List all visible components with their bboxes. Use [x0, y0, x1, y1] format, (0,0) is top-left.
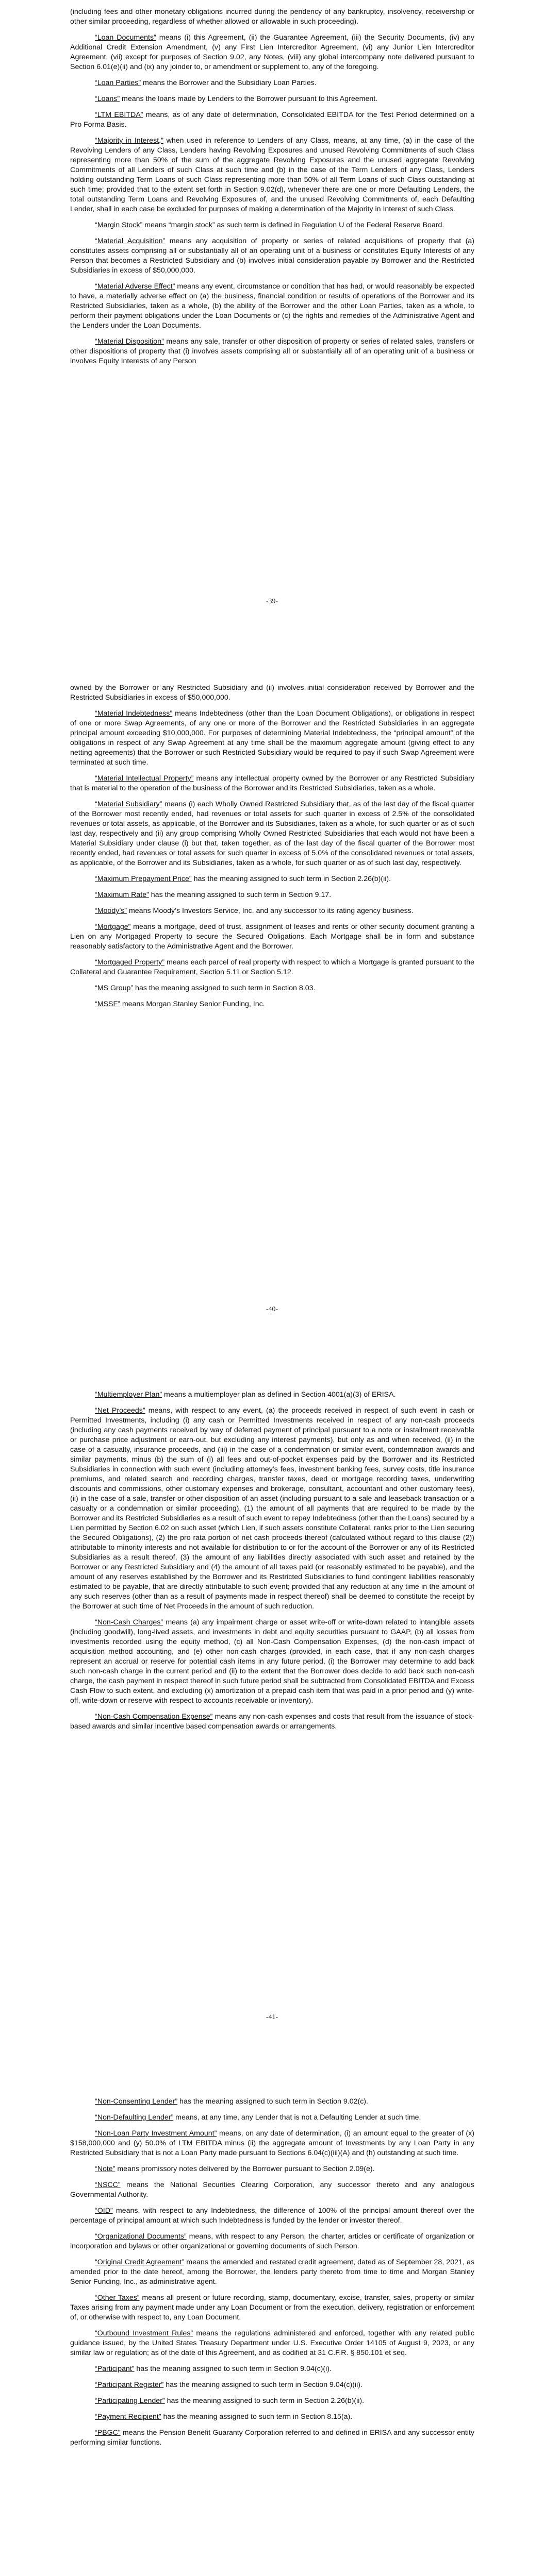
- definition-text: means Morgan Stanley Senior Funding, Inc.: [120, 1000, 265, 1008]
- definition-text: means, as of any date of determination, Consolidated EBITDA for the Test Period determined on a Pro Forma Basis.: [70, 111, 474, 129]
- page-42: [0, 2097, 544, 2454]
- definition-text: means any event, circumstance or condition that has had, or would reasonably be expected to have, a materially adverse effect on (a) the business, financial condition or results of operations of the Borrower and its Restricted Subsidiaries, taken as a whole, (b) the ability of the Borrower and the other Loan Parties, taken as a whole, to perform their payment obligations under the Loan Documents or (c) the rights and remedies of the Administrative Agent and the Lenders under the Loan Documents.: [70, 282, 474, 330]
- definition-non-loan-party-investment-amount: [70, 2129, 474, 2158]
- defined-term: “Material Disposition”: [95, 337, 164, 346]
- definition-moodys: [70, 906, 474, 916]
- definition-text: has the meaning assigned to such term in Section 9.17.: [149, 891, 332, 899]
- definition-material-acquisition: [70, 236, 474, 276]
- definition-loan-parties: [70, 78, 474, 88]
- definition-loans: [70, 94, 474, 104]
- definition-text: means (i) this Agreement, (ii) the Guarantee Agreement, (iii) the Security Documents, (iv) any Additional Credit Extension Amendment, (v) any First Lien Intercreditor Agreement, (vi) any Junior Lien Intercreditor Agreement, (vii) except for purposes of Section 9.02, any Notes, (viii) any global intercompany note delivered pursuant to Section 6.01(e)(ii) and (ix) any joinder to, or amendment or supplement to, any of the foregoing.: [70, 33, 474, 71]
- defined-term: “LTM EBITDA”: [95, 111, 143, 119]
- definition-text: has the meaning assigned to such term in Section 2.26(b)(ii).: [191, 875, 391, 883]
- definition-participant: [70, 2364, 474, 2374]
- defined-term: “Multiemployer Plan”: [95, 1391, 162, 1399]
- definition-text: means, with respect to any event, (a) the proceeds received in respect of such event in cash or Permitted Investments, including (i) any cash or Permitted Investments received in respect of any non-cash proceeds (including any cash payments received by way of deferred payment of principal pursuant to a note or installment receivable or purchase price adjustment or earn-out, but excluding any interest payments), but only as and when received, (ii) in the case of a casualty, insurance proceeds, and (iii) in the case of a condemnation or similar event, condemnation awards and similar payments, minus (b) the sum of (i) all fees and out-of-pocket expenses paid by the Borrower and its Restricted Subsidiaries in connection with such event (including attorney’s fees, investment banking fees, survey costs, title insurance premiums, and related search and recording charges, transfer taxes, deed or mortgage recording taxes, underwriting discounts and commissions, other customary expenses and brokerage, consultant, accountant and other customary fees), (ii) in the case of a sale, transfer or other disposition of an asset (including pursuant to a sale and leaseback transaction or a casualty or a condemnation or similar proceeding), (1) the amount of all payments that are required to be made by the Borrower and its Restricted Subsidiaries as a result of such event to repay Indebtedness (other than the Loans) secured by a Lien permitted by Section 6.02 on such asset (which Lien, if such assets constitute Collateral, ranks prior to the Lien securing the Secured Obligations), (2) the pro rata portion of net cash proceeds thereof (calculated without regard to this clause (2)) attributable to minority interests and not available for distribution to or for the account of the Borrower or any of its Restricted Subsidiaries as a result thereof, (3) the amount of any liabilities directly associated with such asset and retained by the Borrower or any Restricted Subsidiary and (4) the amount of all taxes paid (or reasonably estimated to be payable), and the amount of any reserves established by the Borrower and its Restricted Subsidiaries to fund contingent liabilities reasonably estimated to be payable, that are directly attributable to such event; provided that any reduction at any time in the amount of any such reserves (other than as a result of payments made in respect thereof) shall be deemed to constitute the receipt by the Borrower at such time of Net Proceeds in the amount of such reduction.: [70, 1406, 474, 1611]
- definition-loan-documents: [70, 33, 474, 72]
- definition-text: means any acquisition of property or series of related acquisitions of property that (a) constitutes assets comprising all or substantially all of an operating unit of a business or constitutes Equity Interests of any Person that becomes a Restricted Subsidiary and (b) involves initial consideration payable by Borrower and the Restricted Subsidiaries in excess of $50,000,000.: [70, 237, 474, 275]
- defined-term: “Margin Stock”: [95, 221, 143, 229]
- definition-maximum-prepayment-price: [70, 874, 474, 884]
- definition-text: means the National Securities Clearing Corporation, any successor thereto and any analogous Governmental Authority.: [70, 2181, 474, 2199]
- definition-text: owned by the Borrower or any Restricted Subsidiary and (ii) involves initial consideration received by Borrower and the Restricted Subsidiaries in excess of $50,000,000.: [70, 684, 474, 702]
- definition-text: has the meaning assigned to such term in Section 2.26(b)(ii).: [164, 2397, 365, 2405]
- definition-non-defaulting-lender: [70, 2113, 474, 2123]
- defined-term: “Non-Cash Charges”: [95, 1618, 163, 1626]
- defined-term: “Loan Parties”: [95, 79, 141, 87]
- definition-original-credit-agreement: [70, 2258, 474, 2287]
- defined-term: “Participant”: [95, 2365, 135, 2373]
- defined-term: “Majority in Interest,”: [95, 137, 163, 145]
- defined-term: “Mortgage”: [95, 923, 131, 931]
- definition-text: means each parcel of real property with respect to which a Mortgage is granted pursuant to the Collateral and Guarantee Requirement, Section 5.11 or Section 5.12.: [70, 958, 474, 976]
- defined-term: “Material Intellectual Property”: [95, 774, 194, 783]
- defined-term: “OID”: [95, 2207, 113, 2215]
- definition-text: (including fees and other monetary obligations incurred during the pendency of any bankruptcy, insolvency, receivership or other similar proceeding, regardless of whether allowed or allowable in such proceeding).: [70, 8, 474, 26]
- definition-maximum-rate: [70, 890, 474, 900]
- defined-term: “NSCC”: [95, 2181, 121, 2189]
- defined-term: “Other Taxes”: [95, 2294, 140, 2302]
- definition-text: when used in reference to Lenders of any Class, means, at any time, (a) in the case of the Revolving Lenders of any Class, Lenders having Revolving Exposures and unused Revolving Commitments of such Class representing more than 50% of the sum of the aggregate Revolving Exposures and the unused aggregate Revolving Commitments of all Lenders of such Class at such time and (b) in the case of the Term Lenders of any Class, Lenders holding outstanding Term Loans of such Class representing more than 50% of all Term Loans of such Class outstanding at such time; provided that to the extent set forth in Section 9.02(d), whenever there are one or more Defaulting Lenders, the total outstanding Term Loans and Revolving Exposures of, and the unused Revolving Commitments of, each Defaulting Lender, shall in each case be excluded for purposes of making a determination of the Majority in Interest of such Class.: [70, 137, 475, 213]
- definition-text: means (i) each Wholly Owned Restricted Subsidiary that, as of the last day of the fiscal quarter of the Borrower most recently ended, had revenues or total assets for such quarter in excess of 2.5% of the consolidated revenues or total assets, as applicable, of the Borrower and its Subsidiaries, taken as a whole, for such quarter or as of such last day, respectively and (ii) any group comprising Wholly Owned Restricted Subsidiaries that each would not have been a Material Subsidiary under clause (i) but that, taken together, as of the last day of the fiscal quarter of the Borrower most recently ended, had revenues or total assets for such quarter in excess of 5.0% of the consolidated revenues or total assets, as applicable, of the Borrower and its Subsidiaries, taken as a whole, for such quarter or as of such last day, respectively.: [70, 800, 475, 867]
- definition-text: means promissory notes delivered by the Borrower pursuant to Section 2.09(e).: [115, 2165, 375, 2173]
- definition-pbgc: [70, 2428, 474, 2448]
- paragraph: [70, 683, 474, 703]
- definition-text: means the Pension Benefit Guaranty Corporation referred to and defined in ERISA and any successor entity performing similar functions.: [70, 2429, 474, 2447]
- defined-term: “Material Subsidiary”: [95, 800, 162, 808]
- definition-text: has the meaning assigned to such term in Section 8.15(a).: [161, 2413, 353, 2421]
- definition-text: means the regulations administered and enforced, together with any related public guidance issued, by the United States Treasury Department under U.S. Executive Order 14105 of August 9, 2023, or any similar law or regulation; as of the date of this Agreement, and as codified at 31 C.F.R. § 850.101 et seq.: [70, 2329, 474, 2357]
- page-number: -40-: [266, 1306, 278, 1313]
- definition-text: means all present or future recording, stamp, documentary, excise, transfer, sales, property or similar Taxes arising from any payment made under any Loan Document or from the execution, delivery, registration or enforcement of, or otherwise with respect to, any Loan Document.: [70, 2294, 474, 2321]
- defined-term: “Note”: [95, 2165, 116, 2173]
- definition-text: means the amended and restated credit agreement, dated as of September 28, 2021, as amended prior to the date hereof, among the Borrower, the lenders party thereto from time to time and Morgan Stanley Senior Funding, Inc., as administrative agent.: [70, 2258, 474, 2286]
- definition-text: means the loans made by Lenders to the Borrower pursuant to this Agreement.: [120, 95, 378, 103]
- definition-mortgaged-property: [70, 958, 474, 977]
- definition-margin-stock: [70, 221, 474, 230]
- paragraph: [70, 7, 474, 27]
- definition-mssf: [70, 999, 474, 1009]
- definition-participating-lender: [70, 2396, 474, 2406]
- definition-text: has the meaning assigned to such term in Section 9.02(c).: [177, 2097, 368, 2106]
- defined-term: “Original Credit Agreement”: [95, 2258, 185, 2266]
- definition-material-intellectual-property: [70, 774, 474, 793]
- defined-term: “Participating Lender”: [95, 2397, 165, 2405]
- definition-text: means Moody’s Investors Service, Inc. and any successor to its rating agency business.: [127, 907, 414, 915]
- definition-oid: [70, 2206, 474, 2226]
- page-number: -39-: [266, 598, 278, 605]
- defined-term: “Organizational Documents”: [95, 2232, 187, 2241]
- defined-term: “Moody’s”: [95, 907, 127, 915]
- defined-term: “Loans”: [95, 95, 120, 103]
- definition-text: means, at any time, any Lender that is not a Defaulting Lender at such time.: [173, 2113, 421, 2122]
- defined-term: “Maximum Prepayment Price”: [95, 875, 192, 883]
- definition-note: [70, 2164, 474, 2174]
- definition-material-subsidiary: [70, 800, 474, 868]
- definition-text: means, with respect to any Indebtedness, the difference of 100% of the principal amount thereof over the percentage of principal amount at which such Indebtedness is funded by the lender or investor thereof.: [70, 2207, 474, 2225]
- definition-text: means any non-cash expenses and costs that result from the issuance of stock-based awards and similar incentive based compensation awards or arrangements.: [70, 1713, 475, 1731]
- definition-text: has the meaning assigned to such term in Section 8.03.: [133, 984, 316, 992]
- definition-text: means any intellectual property owned by the Borrower or any Restricted Subsidiary that is material to the operation of the business of the Borrower and its Restricted Subsidiaries, taken as a whole.: [70, 774, 474, 792]
- defined-term: “Mortgaged Property”: [95, 958, 164, 967]
- defined-term: “Outbound Investment Rules”: [95, 2329, 193, 2337]
- definition-text: means, with respect to any Person, the charter, articles or certificate of organization or incorporation and bylaws or other organizational or governing documents of such Person.: [70, 2232, 474, 2250]
- definition-majority-in-interest: [70, 136, 474, 214]
- defined-term: “Material Indebtedness”: [95, 709, 173, 718]
- definition-material-disposition: [70, 337, 474, 366]
- definition-non-cash-charges: [70, 1618, 474, 1706]
- definition-text: means (a) any impairment charge or asset write-off or write-down related to intangible assets (including goodwill), long-lived assets, and investments in debt and equity securities pursuant to GAAP, (b) all losses from investments recorded using the equity method, (c) all Non-Cash Compensation Expenses, (d) the non-cash impact of acquisition method accounting, and (e) other non-cash charges (provided, in each case, that if any non-cash charges represent an accrual or reserve for potential cash items in any future period, (i) the Borrower may determine to add back such non-cash charge in the current period and (ii) to the extent that the Borrower does decide to add back such non-cash charge, the cash payment in respect thereof in such future period shall be subtracted from Consolidated EBITDA and Excess Cash Flow to such extent, and excluding (x) amortization of a prepaid cash item that was paid in a prior period and (y) write-off, write-down or reserve with respect to accounts receivable or inventory).: [70, 1618, 475, 1705]
- defined-term: “Participant Register”: [95, 2381, 164, 2389]
- defined-term: “Non-Cash Compensation Expense”: [95, 1713, 213, 1721]
- defined-term: “Net Proceeds”: [95, 1406, 145, 1415]
- defined-term: “MS Group”: [95, 984, 134, 992]
- definition-ltm-ebitda: [70, 110, 474, 130]
- definition-material-indebtedness: [70, 709, 474, 768]
- definition-text: means any sale, transfer or other disposition of property or series of related sales, transfers or other dispositions of property that (i) involves assets comprising all or substantially all of an operating unit of a business or involves Equity Interests of any Person: [70, 337, 474, 365]
- definition-text: has the meaning assigned to such term in Section 9.04(c)(i).: [134, 2365, 332, 2373]
- definition-material-adverse-effect: [70, 282, 474, 331]
- defined-term: “Non-Loan Party Investment Amount”: [95, 2129, 217, 2138]
- definition-non-consenting-lender: [70, 2097, 474, 2107]
- definition-net-proceeds: [70, 1406, 474, 1612]
- defined-term: “MSSF”: [95, 1000, 120, 1008]
- page-number: -41-: [266, 2013, 278, 2021]
- definition-multiemployer-plan: [70, 1390, 474, 1400]
- definition-text: means a mortgage, deed of trust, assignment of leases and rents or other security document granting a Lien on any Mortgaged Property to secure the Secured Obligations. Each Mortgage shall be in form and substance reasonably satisfactory to the Administrative Agent and the Borrower.: [70, 923, 474, 951]
- defined-term: “Maximum Rate”: [95, 891, 149, 899]
- definition-organizational-documents: [70, 2232, 474, 2251]
- definition-text: means “margin stock” as such term is defined in Regulation U of the Federal Reserve Board.: [142, 221, 444, 229]
- definition-other-taxes: [70, 2293, 474, 2323]
- definition-text: means, on any date of determination, (i) an amount equal to the greater of (x) $158,000,000 and (y) 50.0% of LTM EBITDA minus (ii) the aggregate amount of Investments by any Loan Party in any Restricted Subsidiary that is not a Loan Party made pursuant to Sections 6.04(c)(iii)(A) and (h) outstanding at such time.: [70, 2129, 474, 2157]
- defined-term: “Non-Consenting Lender”: [95, 2097, 178, 2106]
- definition-outbound-investment-rules: [70, 2329, 474, 2358]
- definition-text: has the meaning assigned to such term in Section 9.04(c)(ii).: [163, 2381, 362, 2389]
- definition-nscc: [70, 2180, 474, 2200]
- definition-text: means Indebtedness (other than the Loan Document Obligations), or obligations in respect of one or more Swap Agreements, of any one or more of the Borrower and the Restricted Subsidiaries in an aggregate principal amount exceeding $10,000,000. For purposes of determining Material Indebtedness, the “principal amount” of the obligations in respect of any Swap Agreement at any time shall be the maximum aggregate amount (giving effect to any netting agreements) that the Borrower or such Restricted Subsidiary would be required to pay if such Swap Agreement were terminated at such time.: [70, 709, 474, 767]
- page-40: [0, 683, 544, 1015]
- definition-participant-register: [70, 2380, 474, 2390]
- defined-term: “Payment Recipient”: [95, 2413, 161, 2421]
- page-41: [0, 1390, 544, 1738]
- defined-term: “Loan Documents”: [95, 33, 156, 42]
- definition-payment-recipient: [70, 2412, 474, 2422]
- definition-text: means a multiemployer plan as defined in Section 4001(a)(3) of ERISA.: [162, 1391, 396, 1399]
- defined-term: “Material Adverse Effect”: [95, 282, 175, 291]
- definition-mortgage: [70, 922, 474, 952]
- defined-term: “PBGC”: [95, 2429, 121, 2437]
- definition-ms-group: [70, 984, 474, 993]
- definition-text: means the Borrower and the Subsidiary Loan Parties.: [141, 79, 317, 87]
- page-39: [0, 7, 544, 372]
- definition-non-cash-compensation-expense: [70, 1712, 474, 1732]
- defined-term: “Non-Defaulting Lender”: [95, 2113, 174, 2122]
- defined-term: “Material Acquisition”: [95, 237, 166, 245]
